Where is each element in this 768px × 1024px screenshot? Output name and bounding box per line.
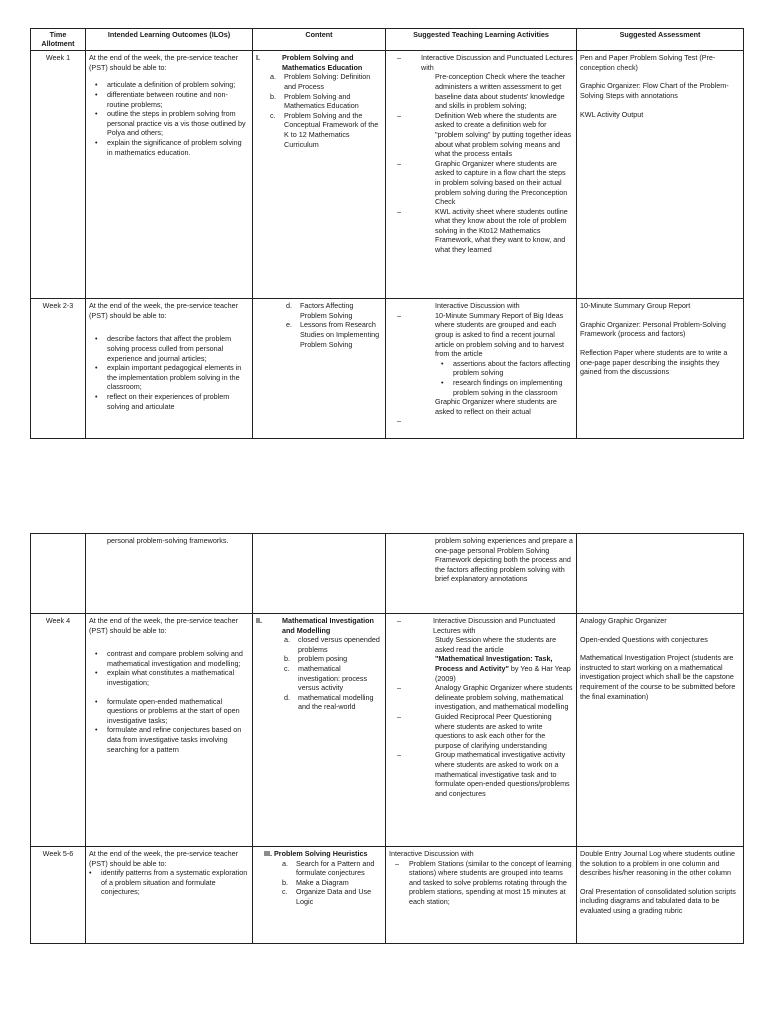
list-item: a. Search for a Pattern and formulate conjectures — [282, 858, 375, 878]
dash-marker: – — [395, 858, 399, 868]
week23-content — [253, 299, 386, 439]
content-list — [256, 635, 382, 712]
activity-text: Interactive Discussion with — [435, 301, 520, 311]
assessment-item: 10-Minute Summary Group Report — [580, 301, 691, 311]
assessment-item: Open-ended Questions with conjectures — [580, 634, 708, 644]
dash-marker: – — [397, 616, 401, 625]
ilo-intro: At the end of the week, the pre-service teacher (PST) should be able to: — [89, 53, 239, 72]
list-item: • formulate open-ended mathematical questions or problems at the start of open investigative tasks; — [107, 697, 249, 726]
activity-text: Interactive Discussion and Punctuated Lectures with — [421, 53, 573, 72]
curriculum-table-bottom — [30, 533, 744, 944]
activity-text-part: Study Session where the students are asked read the article — [435, 635, 557, 654]
dash-marker: – — [397, 53, 401, 63]
week1-activities — [386, 51, 577, 299]
week56-row — [31, 847, 744, 944]
week1-time: Week 1 — [31, 51, 86, 299]
list-item: d. mathematical modelling and the real-world — [284, 692, 374, 712]
ilo-list — [89, 649, 249, 754]
week4-row — [31, 614, 744, 847]
list-item: • describe factors that affect the problem solving process culled from personal experience and journal articles; — [107, 334, 249, 363]
week1-content — [253, 51, 386, 299]
ilo-intro: At the end of the week, the pre-service teacher (PST) should be able to: — [89, 301, 239, 320]
list-item: b. problem posing — [284, 654, 348, 664]
ilo-intro: At the end of the week, the pre-service teacher (PST) should be able to: — [89, 849, 239, 868]
list-item: • explain what constitutes a mathematical investigation; — [107, 668, 249, 687]
cont-ilo — [86, 534, 253, 614]
week56-time: Week 5-6 — [31, 847, 86, 944]
list-item: • outline the steps in problem solving from personal practice vis a vis those outlined by Polya and others; — [107, 109, 249, 138]
list-item: • explain important pedagogical elements in the implementation problem solving in the classroom; — [107, 363, 249, 392]
week1-assessment — [577, 51, 744, 299]
week23-assessment — [577, 299, 744, 439]
week1-ilo — [86, 51, 253, 299]
list-item: • identify patterns from a systematic exploration of a problem situation and formulate conjectures; — [101, 868, 249, 897]
week56-ilo — [86, 847, 253, 944]
activity-text: Problem Stations (similar to the concept of learning stations) where students are grouped into teams and tasked to solve problems rotating through the problem stations, spending at most 15 minutes at each station; — [409, 858, 572, 906]
ilo-list — [89, 334, 249, 411]
list-item: a. Problem Solving: Definition and Process — [270, 72, 371, 91]
assessment-item: Reflection Paper where students are to write a one-page paper describing the insights they gained from the discussions — [580, 347, 728, 377]
activity-text — [389, 635, 573, 683]
assessment-item: Graphic Organizer: Flow Chart of the Problem-Solving Steps with annotations — [580, 81, 729, 100]
activity-text: Pre-conception Check where the teacher administers a written assessment to get baseline data about students' knowledge and skills in problem solving; — [435, 72, 566, 111]
list-item: c. Problem Solving and the Conceptual Framework of the K to 12 Mathematics Curriculum — [270, 110, 379, 149]
activity-text: KWL activity sheet where students outline what they know about the role of problem solving in the Kto12 Mathematics Framework, what they want to know, and what they learned — [435, 206, 568, 255]
assessment-item: Analogy Graphic Organizer — [580, 616, 667, 625]
ilo-list — [89, 868, 249, 897]
assessment-item: Double Entry Journal Log where students outline the solution to a problem in one column and describes his/her reasoning in the other column — [580, 849, 736, 878]
list-item: • formulate and refine conjectures based on data from investigative tasks involving searching for a pattern — [107, 725, 249, 754]
content-list — [256, 301, 382, 349]
assessment-item: Oral Presentation of consolidated solution scripts including diagrams and tabulated data to be evaluated using a grading rubric — [580, 886, 736, 915]
list-item: • differentiate between routine and non-routine problems; — [107, 90, 249, 109]
content-title: Mathematical Investigation and Modelling — [282, 616, 374, 635]
ilo-intro: At the end of the week, the pre-service teacher (PST) should be able to: — [89, 616, 239, 635]
list-item: a. closed versus openended problems — [284, 635, 380, 654]
activity-text: Graphic Organizer where students are asked to reflect on their actual — [435, 397, 557, 416]
activity-text: Analogy Graphic Organizer where students delineate problem solving, mathematical investigation, and mathematical modelling — [435, 683, 573, 712]
list-item: • reflect on their experiences of problem solving and articulate — [107, 392, 249, 411]
content-number: I. — [256, 53, 260, 63]
list-item: c. mathematical investigation: process versus activity — [284, 663, 368, 693]
header-row — [31, 29, 744, 51]
dash-marker: – — [397, 750, 401, 760]
content-number: II. — [256, 616, 262, 625]
week23-activities — [386, 299, 577, 439]
list-item: • explain the significance of problem solving in mathematics education. — [107, 138, 249, 157]
header-activities: Suggested Teaching Learning Activities — [386, 29, 577, 51]
header-ilo: Intended Learning Outcomes (ILOs) — [86, 29, 253, 51]
activity-text: Graphic Organizer where students are asked to capture in a flow chart the steps in problem solving based on their actual problem solving during the Preconception Check — [435, 158, 568, 207]
activity-continuation: problem solving experiences and prepare a one-page personal Problem Solving Framework depicting both the process and the factors affecting problem solving with brief explanatory annotations — [435, 536, 573, 584]
content-list — [256, 72, 382, 149]
dash-marker: – — [397, 416, 401, 426]
list-item: • articulate a definition of problem solving; — [107, 80, 249, 90]
week56-assessment — [577, 847, 744, 944]
header-time: Time Allotment — [31, 29, 86, 51]
assessment-item: Graphic Organizer: Personal Problem-Solving Framework (process and factors) — [580, 319, 726, 339]
content-title: III. Problem Solving Heuristics — [264, 849, 368, 858]
week4-assessment — [577, 614, 744, 847]
ilo-list — [89, 80, 249, 157]
content-list — [256, 859, 382, 907]
activity-text: Interactive Discussion with — [389, 849, 474, 858]
ilo-continuation: personal problem-solving frameworks. — [107, 536, 229, 545]
activity-text: Definition Web where the students are asked to create a definition web for "problem solving" by putting together ideas about what problem solving means and what the process entails — [435, 110, 572, 159]
week23-ilo — [86, 299, 253, 439]
dash-marker: – — [397, 110, 401, 120]
activity-text-part: by Yeo & Har Yeap (2009) — [435, 663, 571, 683]
week4-activities — [386, 614, 577, 847]
week4-ilo — [86, 614, 253, 847]
article-title: "Mathematical Investigation: Task, Process and Activity" — [435, 654, 553, 673]
list-item: • research findings on implementing problem solving in the classroom — [453, 378, 573, 397]
activity-sublist — [389, 359, 573, 397]
list-item: e. Lessons from Research Studies on Implementing Problem Solving — [286, 320, 380, 349]
activity-text: Interactive Discussion and Punctuated Lectures with — [433, 616, 556, 635]
week23-row — [31, 299, 744, 439]
assessment-item: Mathematical Investigation Project (students are instructed to start working on a mathematical investigation project which shall be the capstone requirement of the course to be submitted before the final examination) — [580, 653, 736, 701]
week56-activities — [386, 847, 577, 944]
continuation-row — [31, 534, 744, 614]
list-item: • assertions about the factors affecting problem solving — [453, 359, 573, 378]
cont-assessment — [577, 534, 744, 614]
header-content: Content — [253, 29, 386, 51]
dash-marker: – — [397, 683, 401, 693]
header-assessment: Suggested Assessment — [577, 29, 744, 51]
activity-text: 10-Minute Summary Report of Big Ideas where students are grouped and each group is asked to find a recent journal article on problem solving and to harvest from the article — [435, 310, 565, 359]
list-item: b. Make a Diagram — [282, 877, 349, 887]
activity-text: Group mathematical investigative activity where students are asked to work on a mathematical investigative task and to formulate open-ended questions/problems and conjectures — [435, 750, 570, 798]
content-title: Problem Solving and Mathematics Education — [282, 53, 363, 72]
list-item: b. Problem Solving and Mathematics Education — [270, 91, 359, 111]
list-item: c. Organize Data and Use Logic — [282, 887, 372, 906]
dash-marker: – — [397, 206, 401, 216]
list-item: d. Factors Affecting Problem Solving — [286, 301, 354, 320]
week1-row — [31, 51, 744, 299]
cont-activities — [386, 534, 577, 614]
assessment-item: KWL Activity Output — [580, 109, 644, 119]
week56-content — [253, 847, 386, 944]
curriculum-table-top — [30, 28, 744, 439]
assessment-item: Pen and Paper Problem Solving Test (Pre-conception check) — [580, 53, 716, 72]
list-item: • contrast and compare problem solving and mathematical investigation and modelling; — [107, 649, 249, 668]
dash-marker: – — [397, 158, 401, 168]
week4-content — [253, 614, 386, 847]
cont-time — [31, 534, 86, 614]
dash-marker: – — [397, 711, 401, 721]
week23-time: Week 2-3 — [31, 299, 86, 439]
activity-text: Guided Reciprocal Peer Questioning where students are asked to write questions to ask each other for the purpose of clarifying understanding — [435, 711, 552, 750]
cont-content — [253, 534, 386, 614]
week4-time: Week 4 — [31, 614, 86, 847]
dash-marker: – — [397, 310, 401, 320]
